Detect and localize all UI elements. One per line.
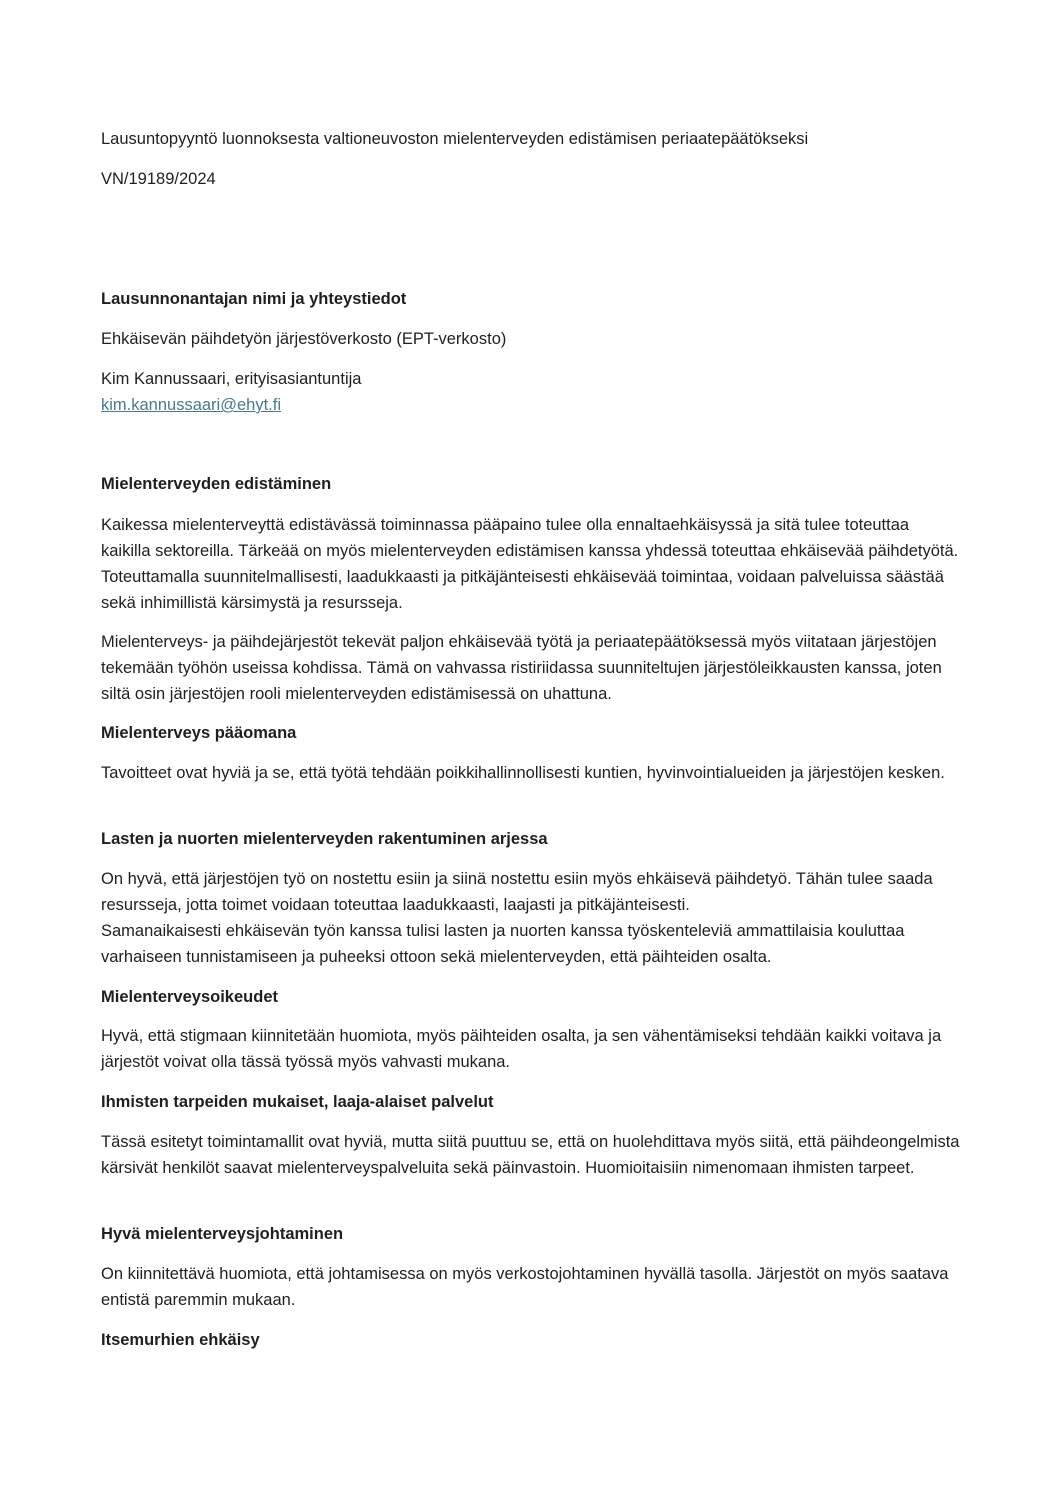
section-paragraph: Hyvä, että stigmaan kiinnitetään huomiota, myös päihteiden osalta, ja sen vähentämiseksi tehdään kaikki voitava ja järjestöt voivat olla tässä työssä myös vahvasti mukana. — [101, 1027, 942, 1071]
section-paragraph: Mielenterveys- ja päihdejärjestöt tekevät paljon ehkäisevää työtä ja periaatepäätöksessä myös viitataan järjestöjen tekemään työhön useissa kohdissa. Tämä on vahvassa ristiriidassa suunniteltujen järjestöleikkausten kanssa, joten siltä osin järjestöjen rooli mielenterveyden edistämisessä on uhattuna. — [101, 633, 942, 703]
section-paragraph: Samanaikaisesti ehkäisevän työn kanssa tulisi lasten ja nuorten kanssa työskenteleviä ammattilaisia kouluttaa varhaiseen tunnistamiseen ja puheeksi ottoon sekä mielenterveyden, että päihteiden osalta. — [101, 922, 905, 966]
section-paragraph: On kiinnitettävä huomiota, että johtamisessa on myös verkostojohtaminen hyvällä tasolla. Järjestöt on myös saatava entistä paremmin mukaan. — [101, 1265, 949, 1309]
organization-name: Ehkäisevän päihdetyön järjestöverkosto (EPT-verkosto) — [101, 330, 507, 348]
email-link[interactable]: kim.kannussaari@ehyt.fi — [101, 396, 281, 414]
section-heading: Ihmisten tarpeiden mukaiset, laaja-alaiset palvelut — [101, 1093, 494, 1111]
section-heading: Mielenterveys pääomana — [101, 724, 297, 742]
section-paragraph: Tavoitteet ovat hyviä ja se, että työtä tehdään poikkihallinnollisesti kuntien, hyvinvointialueiden ja järjestöjen kesken. — [101, 764, 945, 782]
section-paragraph: On hyvä, että järjestöjen työ on nostettu esiin ja siinä nostettu esiin myös ehkäisevä päihdetyö. Tähän tulee saada resursseja, jotta toimet voidaan toteuttaa laadukkaasti, laajasti ja pitkäjänteisesti. — [101, 870, 933, 914]
request-title: Lausuntopyyntö luonnoksesta valtioneuvoston mielenterveyden edistämisen periaatepäätökseksi — [101, 130, 809, 148]
contact-person: Kim Kannussaari, erityisasiantuntija — [101, 370, 362, 388]
contact-email-row — [101, 392, 961, 418]
section-heading: Mielenterveyden edistäminen — [101, 475, 332, 493]
section-heading: Lasten ja nuorten mielenterveyden rakentuminen arjessa — [101, 830, 548, 848]
section-heading: Mielenterveysoikeudet — [101, 988, 278, 1006]
section-paragraph: Tässä esitetyt toimintamallit ovat hyviä, mutta siitä puuttuu se, että on huolehdittava myös siitä, että päihdeongelmista kärsivät henkilöt saavat mielenterveyspalveluita sekä päinvastoin. Huomioitaisiin nimenomaan ihmisten tarpeet. — [101, 1133, 960, 1177]
contact-heading: Lausunnonantajan nimi ja yhteystiedot — [101, 290, 407, 308]
section-heading: Itsemurhien ehkäisy — [101, 1331, 260, 1349]
section-paragraph: Kaikessa mielenterveyttä edistävässä toiminnassa pääpaino tulee olla ennaltaehkäisyssä ja sitä tulee toteuttaa kaikilla sektoreilla. Tärkeää on myös mielenterveyden edistämisen kanssa yhdessä toteuttaa ehkäisevää päihdetyötä. Toteuttamalla suunnitelmallisesti, laadukkaasti ja pitkäjänteisesti ehkäisevää toimintaa, voidaan palveluissa säästää sekä inhimillistä kärsimystä ja resursseja. — [101, 516, 959, 612]
section-heading: Hyvä mielenterveysjohtaminen — [101, 1225, 344, 1243]
reference-number: VN/19189/2024 — [101, 170, 216, 188]
